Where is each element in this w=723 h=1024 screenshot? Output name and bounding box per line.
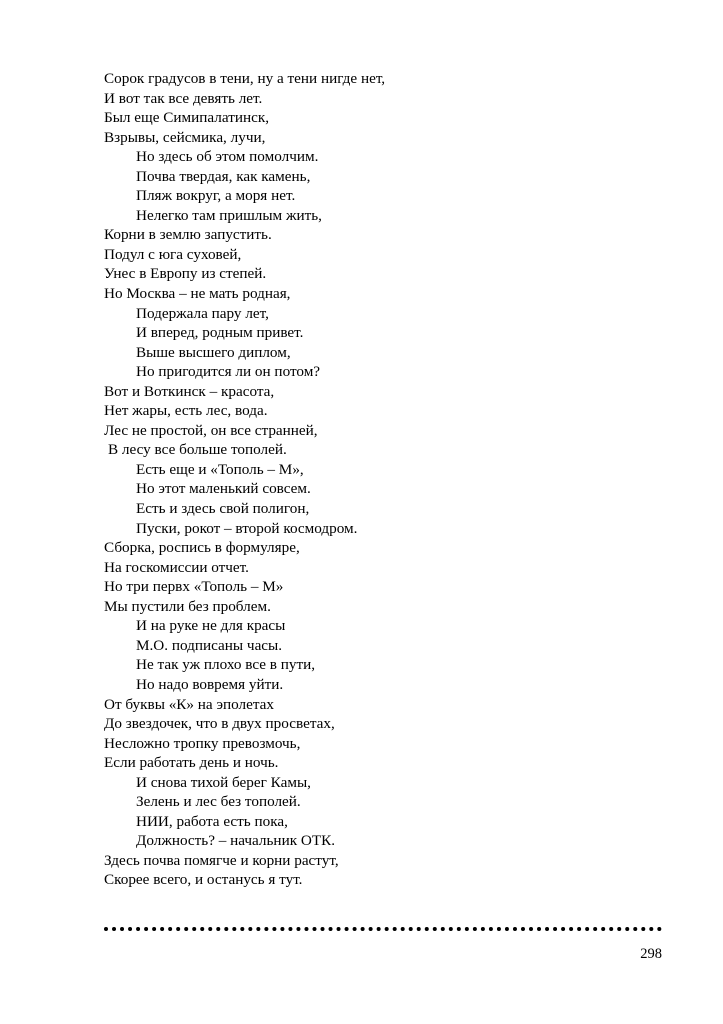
poem-line: И на руке не для красы [136,617,286,635]
poem-line: Сорок градусов в тени, ну а тени нигде нет, [104,70,386,87]
poem-line: Нет жары, есть лес, вода. [104,402,268,420]
poem-line: И снова тихой берег Камы, [136,773,311,791]
poem-line: Подул с юга суховей, [104,245,242,263]
footer-divider [104,927,662,931]
poem-text [104,69,684,890]
poem-line: Выше высшего диплом, [136,343,291,361]
poem-line: Есть еще и «Тополь – М», [136,460,304,478]
poem-line: Но здесь об этом помолчим. [136,148,319,166]
poem-line: Пуски, рокот – второй космодром. [136,519,358,537]
poem-line: Сборка, роспись в формуляре, [104,539,300,557]
poem-line: Мы пустили без проблем. [104,597,271,615]
poem-line: Скорее всего, и останусь я тут. [104,871,303,889]
poem-line: Если работать день и ночь. [104,754,279,772]
poem-line: Зелень и лес без тополей. [136,793,301,811]
poem-line: На госкомиссии отчет. [104,558,249,576]
poem-line: Но три первх «Тополь – М» [104,578,284,596]
poem-line: И вот так все девять лет. [104,89,263,107]
poem-line: Почва твердая, как камень, [136,167,311,185]
poem-line: Но надо вовремя уйти. [136,675,284,693]
poem-line: Есть и здесь свой полигон, [136,500,310,518]
poem-line: Несложно тропку превозмочь, [104,734,301,752]
poem-line: Лес не простой, он все странней, [104,421,318,439]
poem-line: И вперед, родным привет. [136,324,304,342]
poem-line: Но пригодится ли он потом? [136,363,321,381]
poem-line: Корни в землю запустить. [104,226,272,244]
poem-line: Подержала пару лет, [136,304,269,322]
poem-line: Пляж вокруг, а моря нет. [136,187,296,205]
poem-line: Унес в Европу из степей. [104,265,267,283]
page-number: 298 [640,946,662,962]
poem-line: Был еще Симипалатинск, [104,109,270,127]
poem-line: Но этот маленький совсем. [136,480,311,498]
poem-line: До звездочек, что в двух просветах, [104,715,335,733]
poem-line: Нелегко там пришлым жить, [136,206,322,224]
poem-line: Взрывы, сейсмика, лучи, [104,128,266,146]
poem-line: Должность? – начальник ОТК. [136,832,336,850]
poem-line: В лесу все больше тополей. [108,441,287,459]
poem-line: Здесь почва помягче и корни растут, [104,851,339,869]
poem-line: М.О. подписаны часы. [136,636,283,654]
poem-line: Не так уж плохо все в пути, [136,656,316,674]
poem-line: Вот и Воткинск – красота, [104,382,275,400]
poem-line: Но Москва – не мать родная, [104,285,291,303]
poem-line: От буквы «К» на эполетах [104,695,274,713]
poem-line: НИИ, работа есть пока, [136,812,288,830]
